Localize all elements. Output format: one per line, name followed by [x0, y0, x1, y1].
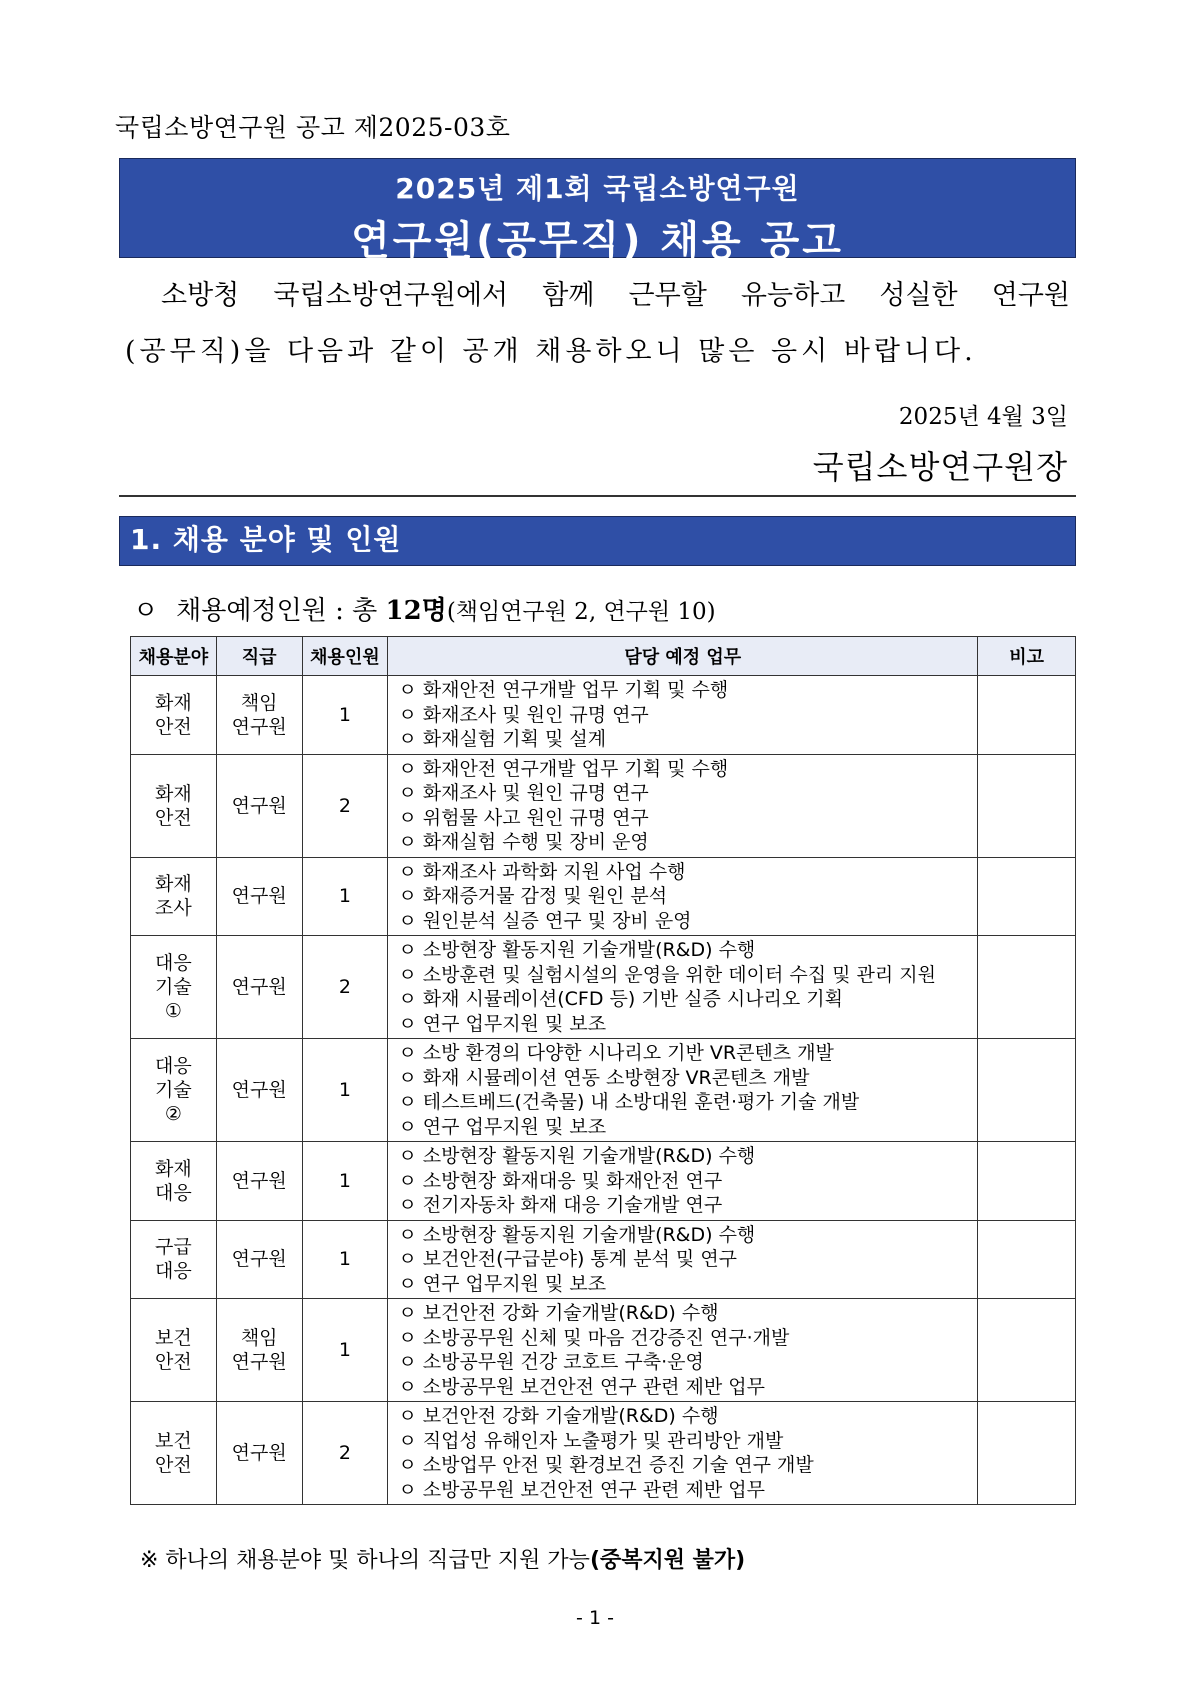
cell-field — [131, 936, 217, 1039]
cell-rank-line: 연구원 — [231, 1248, 287, 1271]
title-line-1: 2025년 제1회 국립소방연구원 — [395, 172, 800, 205]
cell-field — [131, 1142, 217, 1221]
cell-field-line: 조사 — [155, 897, 192, 920]
cell-rank-line: 연구원 — [231, 794, 287, 817]
cell-field-line: 구급 — [155, 1236, 192, 1259]
cell-remarks — [978, 1402, 1076, 1505]
cell-count: 1 — [302, 1299, 388, 1402]
duty-item: ㅇ 화재실험 기획 및 설계 — [398, 728, 607, 750]
cell-field-line: 기술 — [155, 976, 192, 998]
cell-count: 1 — [302, 1039, 388, 1142]
duty-item: ㅇ 연구 업무지원 및 보조 — [398, 1012, 607, 1035]
cell-rank — [216, 857, 302, 936]
duty-item: ㅇ 화재조사 및 원인 규명 연구 — [398, 703, 649, 726]
cell-field-line: 대응 — [155, 1260, 192, 1283]
duty-item: ㅇ 화재조사 과학화 지원 사업 수행 — [398, 860, 686, 883]
cell-count: 2 — [302, 936, 388, 1039]
cell-duties — [388, 1220, 978, 1299]
cell-duties — [388, 1402, 978, 1505]
cell-duties — [388, 1142, 978, 1221]
duty-item: ㅇ 위험물 사고 원인 규명 연구 — [398, 806, 649, 829]
cell-rank-line: 연구원 — [231, 1079, 287, 1101]
cell-count: 2 — [302, 1402, 388, 1505]
intro-paragraph — [125, 268, 1070, 380]
header-duties: 담당 예정 업무 — [388, 637, 978, 676]
signer: 국립소방연구원장 — [812, 448, 1068, 486]
duty-item: ㅇ 소방공무원 보건안전 연구 관련 제반 업무 — [398, 1478, 765, 1501]
cell-duties — [388, 857, 978, 936]
cell-rank-line: 연구원 — [231, 885, 287, 908]
cell-rank — [216, 676, 302, 755]
duty-item: ㅇ 원인분석 실증 연구 및 장비 운영 — [398, 909, 692, 932]
cell-field-line: 대응 — [155, 1055, 192, 1077]
cell-rank — [216, 1220, 302, 1299]
duty-item: ㅇ 소방공무원 신체 및 마음 건강증진 연구·개발 — [398, 1326, 790, 1349]
cell-field — [131, 754, 217, 857]
header-field: 채용분야 — [131, 637, 217, 676]
cell-rank-line: 책임 — [240, 691, 278, 714]
cell-field-line: ① — [164, 1000, 182, 1022]
cell-rank — [216, 936, 302, 1039]
duty-item: ㅇ 연구 업무지원 및 보조 — [398, 1115, 607, 1138]
duty-item: ㅇ 화재조사 및 원인 규명 연구 — [398, 782, 649, 804]
headcount-line — [133, 590, 716, 627]
cell-field — [131, 857, 217, 936]
duty-item: ㅇ 보건안전 강화 기술개발(R&D) 수행 — [398, 1302, 719, 1324]
cell-field-line: 안전 — [155, 1351, 192, 1373]
cell-duties — [388, 676, 978, 755]
title-line-2: 연구원(공무직) 채용 공고 — [351, 218, 844, 264]
duty-item: ㅇ 소방현장 활동지원 기술개발(R&D) 수행 — [398, 939, 756, 961]
cell-rank — [216, 1142, 302, 1221]
cell-field — [131, 1402, 217, 1505]
duty-item: ㅇ 화재 시뮬레이션(CFD 등) 기반 실증 시나리오 기획 — [398, 988, 843, 1010]
bullet-icon: ㅇ — [133, 596, 159, 626]
duty-item: ㅇ 화재안전 연구개발 업무 기획 및 수행 — [398, 757, 729, 780]
cell-rank-line: 연구원 — [231, 1442, 287, 1464]
cell-duties — [388, 936, 978, 1039]
cell-remarks — [978, 857, 1076, 936]
cell-field-line: 대응 — [155, 1181, 192, 1204]
cell-field-line: 안전 — [155, 715, 192, 738]
cell-rank-line: 연구원 — [231, 715, 287, 738]
duty-item: ㅇ 소방현장 활동지원 기술개발(R&D) 수행 — [398, 1223, 756, 1246]
cell-field-line: 기술 — [155, 1079, 192, 1101]
cell-field-line: 보건 — [155, 1327, 192, 1349]
header-rank: 직급 — [216, 637, 302, 676]
cell-field — [131, 1039, 217, 1142]
duty-item: ㅇ 소방현장 화재대응 및 화재안전 연구 — [398, 1169, 723, 1192]
cell-remarks — [978, 1220, 1076, 1299]
divider — [119, 495, 1076, 497]
cell-count: 1 — [302, 1142, 388, 1221]
note-emphasis: (중복지원 불가) — [589, 1548, 746, 1573]
cell-field-line: 대응 — [155, 952, 192, 974]
cell-duties — [388, 1299, 978, 1402]
cell-remarks — [978, 1299, 1076, 1402]
duty-item: ㅇ 화재안전 연구개발 업무 기획 및 수행 — [398, 679, 729, 701]
cell-duties — [388, 754, 978, 857]
section-heading: 1. 채용 분야 및 인원 — [119, 516, 1076, 566]
page-number: - 1 - — [576, 1607, 614, 1629]
cell-field-line: 화재 — [155, 1157, 192, 1180]
cell-rank — [216, 1402, 302, 1505]
notice-number: 국립소방연구원 공고 제2025-03호 — [115, 113, 511, 142]
cell-field-line: ② — [164, 1103, 182, 1125]
duty-item: ㅇ 소방공무원 건강 코호트 구축·운영 — [398, 1351, 704, 1373]
cell-count: 1 — [302, 1220, 388, 1299]
header-remarks: 비고 — [978, 637, 1076, 676]
cell-count: 1 — [302, 676, 388, 755]
cell-rank-line: 연구원 — [231, 976, 287, 998]
duty-item: ㅇ 화재실험 수행 및 장비 운영 — [398, 831, 649, 853]
duty-item: ㅇ 보건안전 강화 기술개발(R&D) 수행 — [398, 1405, 719, 1427]
header-count: 채용인원 — [302, 637, 388, 676]
cell-remarks — [978, 754, 1076, 857]
duty-item: ㅇ 소방훈련 및 실험시설의 운영을 위한 데이터 수집 및 관리 지원 — [398, 963, 936, 986]
table-row — [131, 1402, 1076, 1505]
cell-remarks — [978, 676, 1076, 755]
cell-field — [131, 1220, 217, 1299]
cell-field — [131, 676, 217, 755]
cell-remarks — [978, 1039, 1076, 1142]
cell-remarks — [978, 1142, 1076, 1221]
duty-item: ㅇ 소방공무원 보건안전 연구 관련 제반 업무 — [398, 1375, 765, 1398]
cell-count: 2 — [302, 754, 388, 857]
cell-field-line: 화재 — [155, 873, 192, 896]
table-row — [131, 1039, 1076, 1142]
cell-field-line: 화재 — [155, 691, 192, 714]
cell-field — [131, 1299, 217, 1402]
cell-rank — [216, 1039, 302, 1142]
intro-line-1: 소방청 국립소방연구원에서 함께 근무할 유능하고 성실한 연구원 — [161, 280, 1070, 311]
headcount-detail: (책임연구원 2, 연구원 10) — [446, 599, 716, 625]
duty-item: ㅇ 테스트베드(건축물) 내 소방대원 훈련·평가 기술 개발 — [398, 1091, 860, 1113]
headcount-label: 채용예정인원 : 총 — [176, 596, 386, 626]
cell-remarks — [978, 936, 1076, 1039]
table-header-row — [131, 637, 1076, 676]
duty-item: ㅇ 직업성 유해인자 노출평가 및 관리방안 개발 — [398, 1429, 784, 1452]
notice-date: 2025년 4월 3일 — [898, 404, 1068, 430]
cell-rank-line: 연구원 — [231, 1169, 287, 1192]
table-row — [131, 754, 1076, 857]
cell-field-line: 안전 — [155, 806, 192, 829]
cell-rank-line: 연구원 — [231, 1351, 287, 1373]
table-body — [131, 676, 1076, 1505]
cell-field-line: 보건 — [155, 1430, 192, 1452]
cell-field-line: 안전 — [155, 1454, 192, 1476]
intro-line-2: (공무직)을 다음과 같이 공개 채용하오니 많은 응시 바랍니다. — [125, 336, 977, 367]
headcount-total: 12명 — [385, 596, 447, 626]
table-row — [131, 1299, 1076, 1402]
cell-field-line: 화재 — [155, 782, 192, 805]
duty-item: ㅇ 화재 시뮬레이션 연동 소방현장 VR콘텐츠 개발 — [398, 1066, 810, 1089]
note — [140, 1543, 745, 1574]
table-row — [131, 1142, 1076, 1221]
table-row — [131, 857, 1076, 936]
table-row — [131, 676, 1076, 755]
duty-item: ㅇ 소방업무 안전 및 환경보건 증진 기술 연구 개발 — [398, 1454, 814, 1476]
cell-duties — [388, 1039, 978, 1142]
table-row — [131, 1220, 1076, 1299]
recruitment-table — [130, 636, 1076, 1505]
note-text: ※ 하나의 채용분야 및 하나의 직급만 지원 가능 — [140, 1548, 590, 1573]
duty-item: ㅇ 화재증거물 감정 및 원인 분석 — [398, 885, 668, 907]
duty-item: ㅇ 전기자동차 화재 대응 기술개발 연구 — [398, 1194, 723, 1216]
duty-item: ㅇ 소방 환경의 다양한 시나리오 기반 VR콘텐츠 개발 — [398, 1042, 834, 1064]
cell-rank — [216, 1299, 302, 1402]
title-banner — [119, 158, 1076, 264]
cell-rank — [216, 754, 302, 857]
duty-item: ㅇ 소방현장 활동지원 기술개발(R&D) 수행 — [398, 1145, 756, 1167]
table-row — [131, 936, 1076, 1039]
cell-count: 1 — [302, 857, 388, 936]
duty-item: ㅇ 보건안전(구급분야) 통계 분석 및 연구 — [398, 1248, 738, 1270]
duty-item: ㅇ 연구 업무지원 및 보조 — [398, 1272, 607, 1295]
cell-rank-line: 책임 — [240, 1327, 278, 1349]
